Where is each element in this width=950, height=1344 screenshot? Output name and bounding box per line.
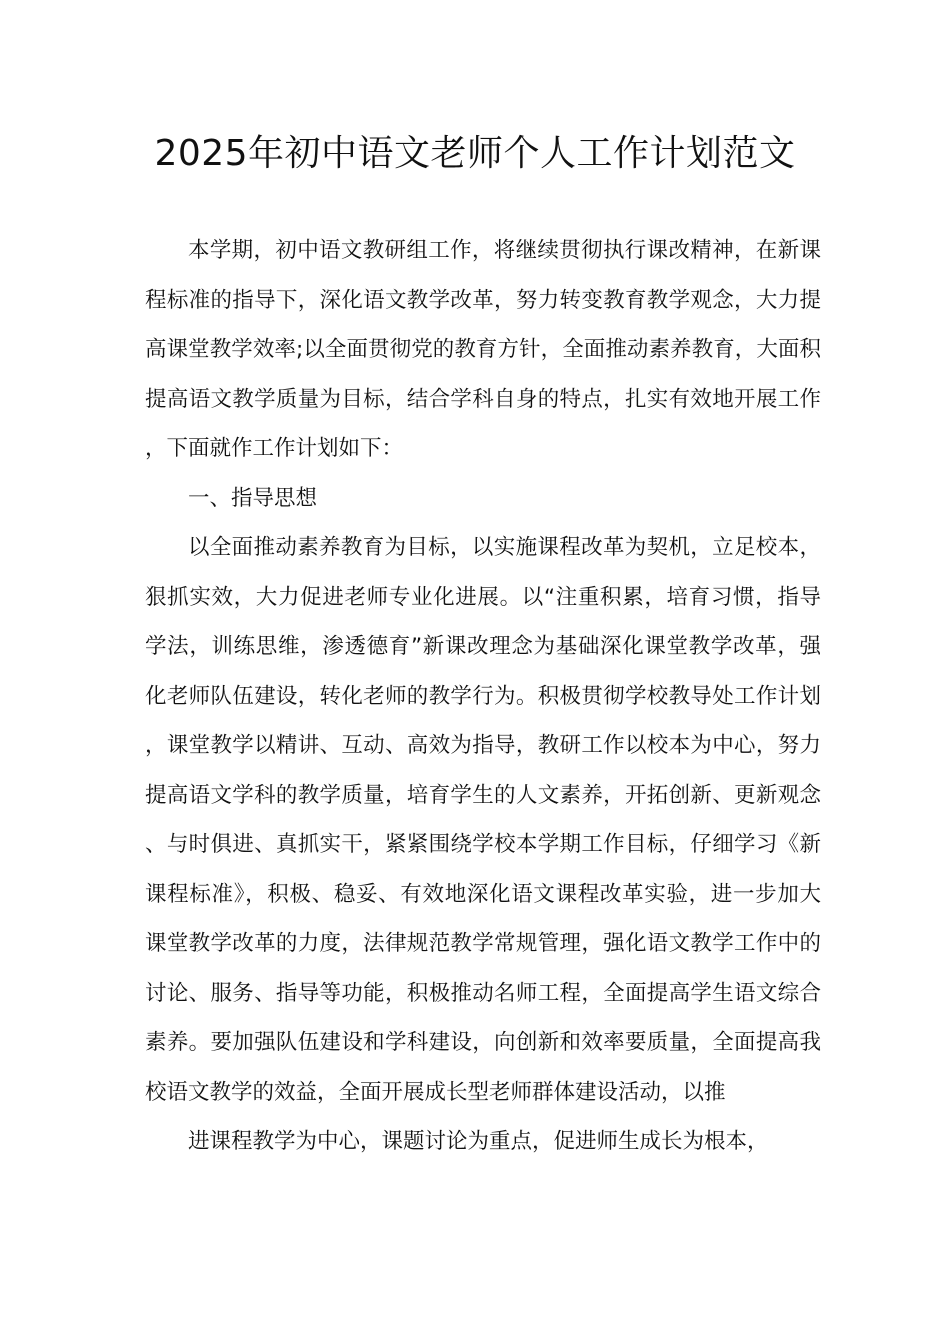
document-title: 2025年初中语文老师个人工作计划范文 — [154, 133, 796, 174]
paragraph-guiding-ideology: 以全面推动素养教育为目标，以实施课程改革为契机，立足校本，狠抓实效，大力促进老师专业化进展。以“注重积累，培育习惯，指导学法，训练思维，渗透德育”新课改理念为基础深化课堂教学改革，强化老师队伍建设，转化老师的教学行为。积极贯彻学校教导处工作计划，课堂教学以精讲、互动、高效为指导，教研工作以校本为中心，努力提高语文学科的教学质量，培育学生的人文素养，开拓创新、更新观念、与时俱进、真抓实干，紧紧围绕学校本学期工作目标，仔细学习《新课程标准》，积极、稳妥、有效地深化语文课程改革实验，进一步加大课堂教学改革的力度，法律规范教学常规管理，强化语文教学工作中的讨论、服务、指导等功能，积极推动名师工程，全面提高学生语文综合素养。要加强队伍建设和学科建设，向创新和效率要质量，全面提高我校语文教学的效益，全面开展成长型老师群体建设活动，以推 — [145, 535, 821, 1105]
paragraph-intro: 本学期，初中语文教研组工作，将继续贯彻执行课改精神，在新课程标准的指导下，深化语文教学改革，努力转变教育教学观念，大力提高课堂教学效率;以全面贯彻党的教育方针，全面推动素养教育，大面积提高语文教学质量为目标，结合学科自身的特点，扎实有效地开展工作，下面就作工作计划如下： — [145, 238, 821, 461]
document-body — [145, 226, 821, 1167]
section-heading-guiding-ideology: 一、指导思想 — [188, 485, 318, 511]
paragraph-continued: 进课程教学为中心，课题讨论为重点，促进师生成长为根本， — [188, 1129, 769, 1154]
